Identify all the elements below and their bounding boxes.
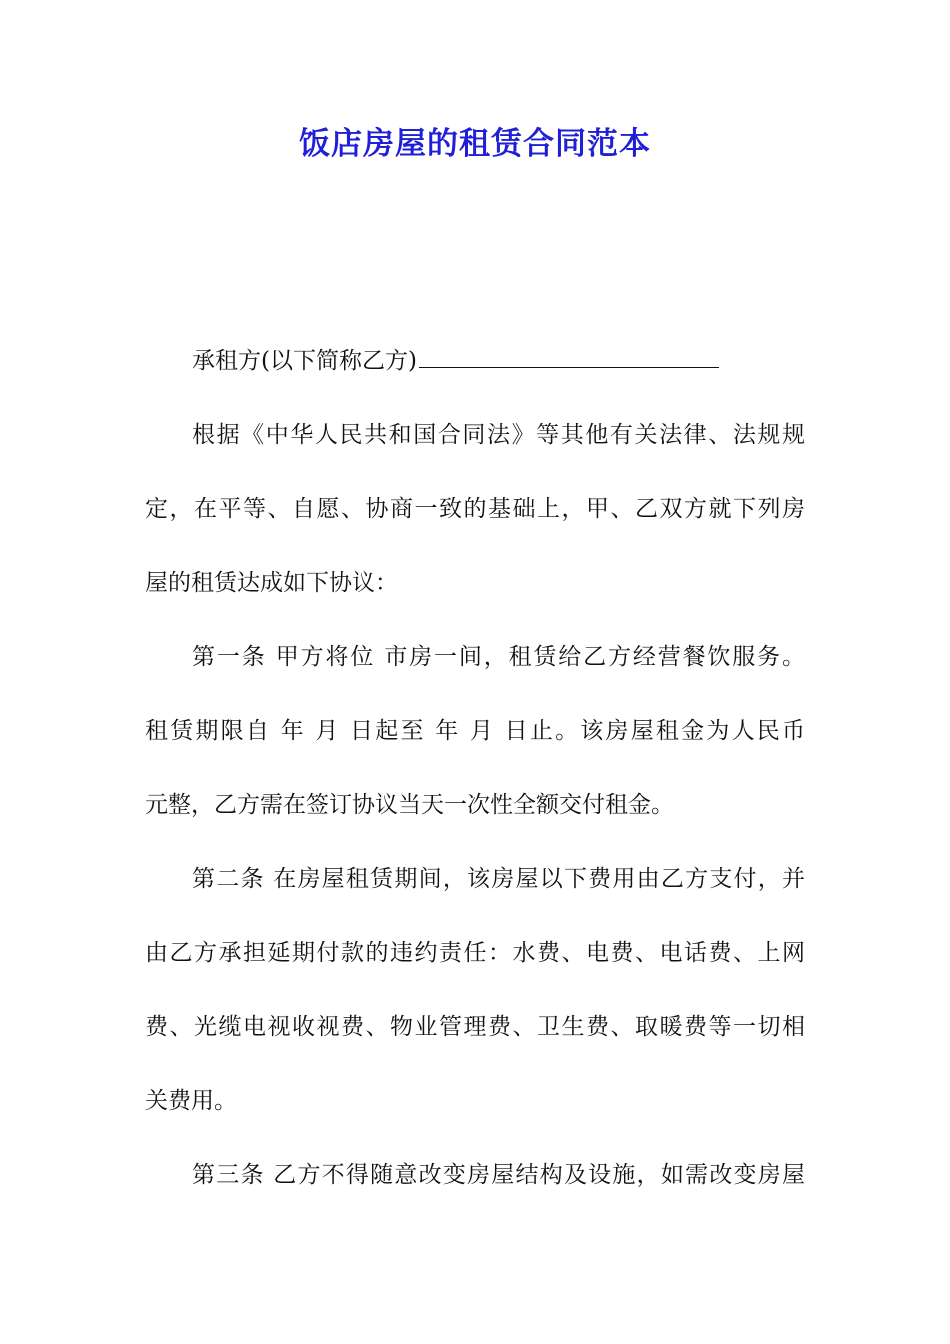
tenant-name-blank	[419, 341, 719, 368]
document-title: 饭店房屋的租赁合同范本	[299, 126, 651, 162]
article2-line-3: 费、光缆电视收视费、物业管理费、卫生费、取暖费等一切相	[145, 1014, 805, 1040]
article1-line-1: 第一条 甲方将位 市房一间，租赁给乙方经营餐饮服务。	[192, 644, 805, 670]
tenant-label: 承租方(以下简称乙方)	[192, 348, 417, 374]
article2-line-4: 关费用。	[145, 1088, 237, 1114]
preamble-line-3: 屋的租赁达成如下协议：	[145, 570, 398, 596]
article3-line-1: 第三条 乙方不得随意改变房屋结构及设施，如需改变房屋	[192, 1162, 805, 1188]
article2-line-2: 由乙方承担延期付款的违约责任：水费、电费、电话费、上网	[145, 940, 805, 966]
document-body	[145, 341, 805, 1231]
article1-line-3: 元整，乙方需在签订协议当天一次性全额交付租金。	[145, 792, 674, 818]
article1-line-2: 租赁期限自 年 月 日起至 年 月 日止。该房屋租金为人民币	[145, 718, 805, 744]
article2-line-1: 第二条 在房屋租赁期间，该房屋以下费用由乙方支付，并	[192, 866, 805, 892]
preamble-line-1: 根据《中华人民共和国合同法》等其他有关法律、法规规	[192, 422, 805, 448]
tenant-line	[145, 341, 805, 380]
preamble-line-2: 定，在平等、自愿、协商一致的基础上，甲、乙双方就下列房	[145, 496, 805, 522]
